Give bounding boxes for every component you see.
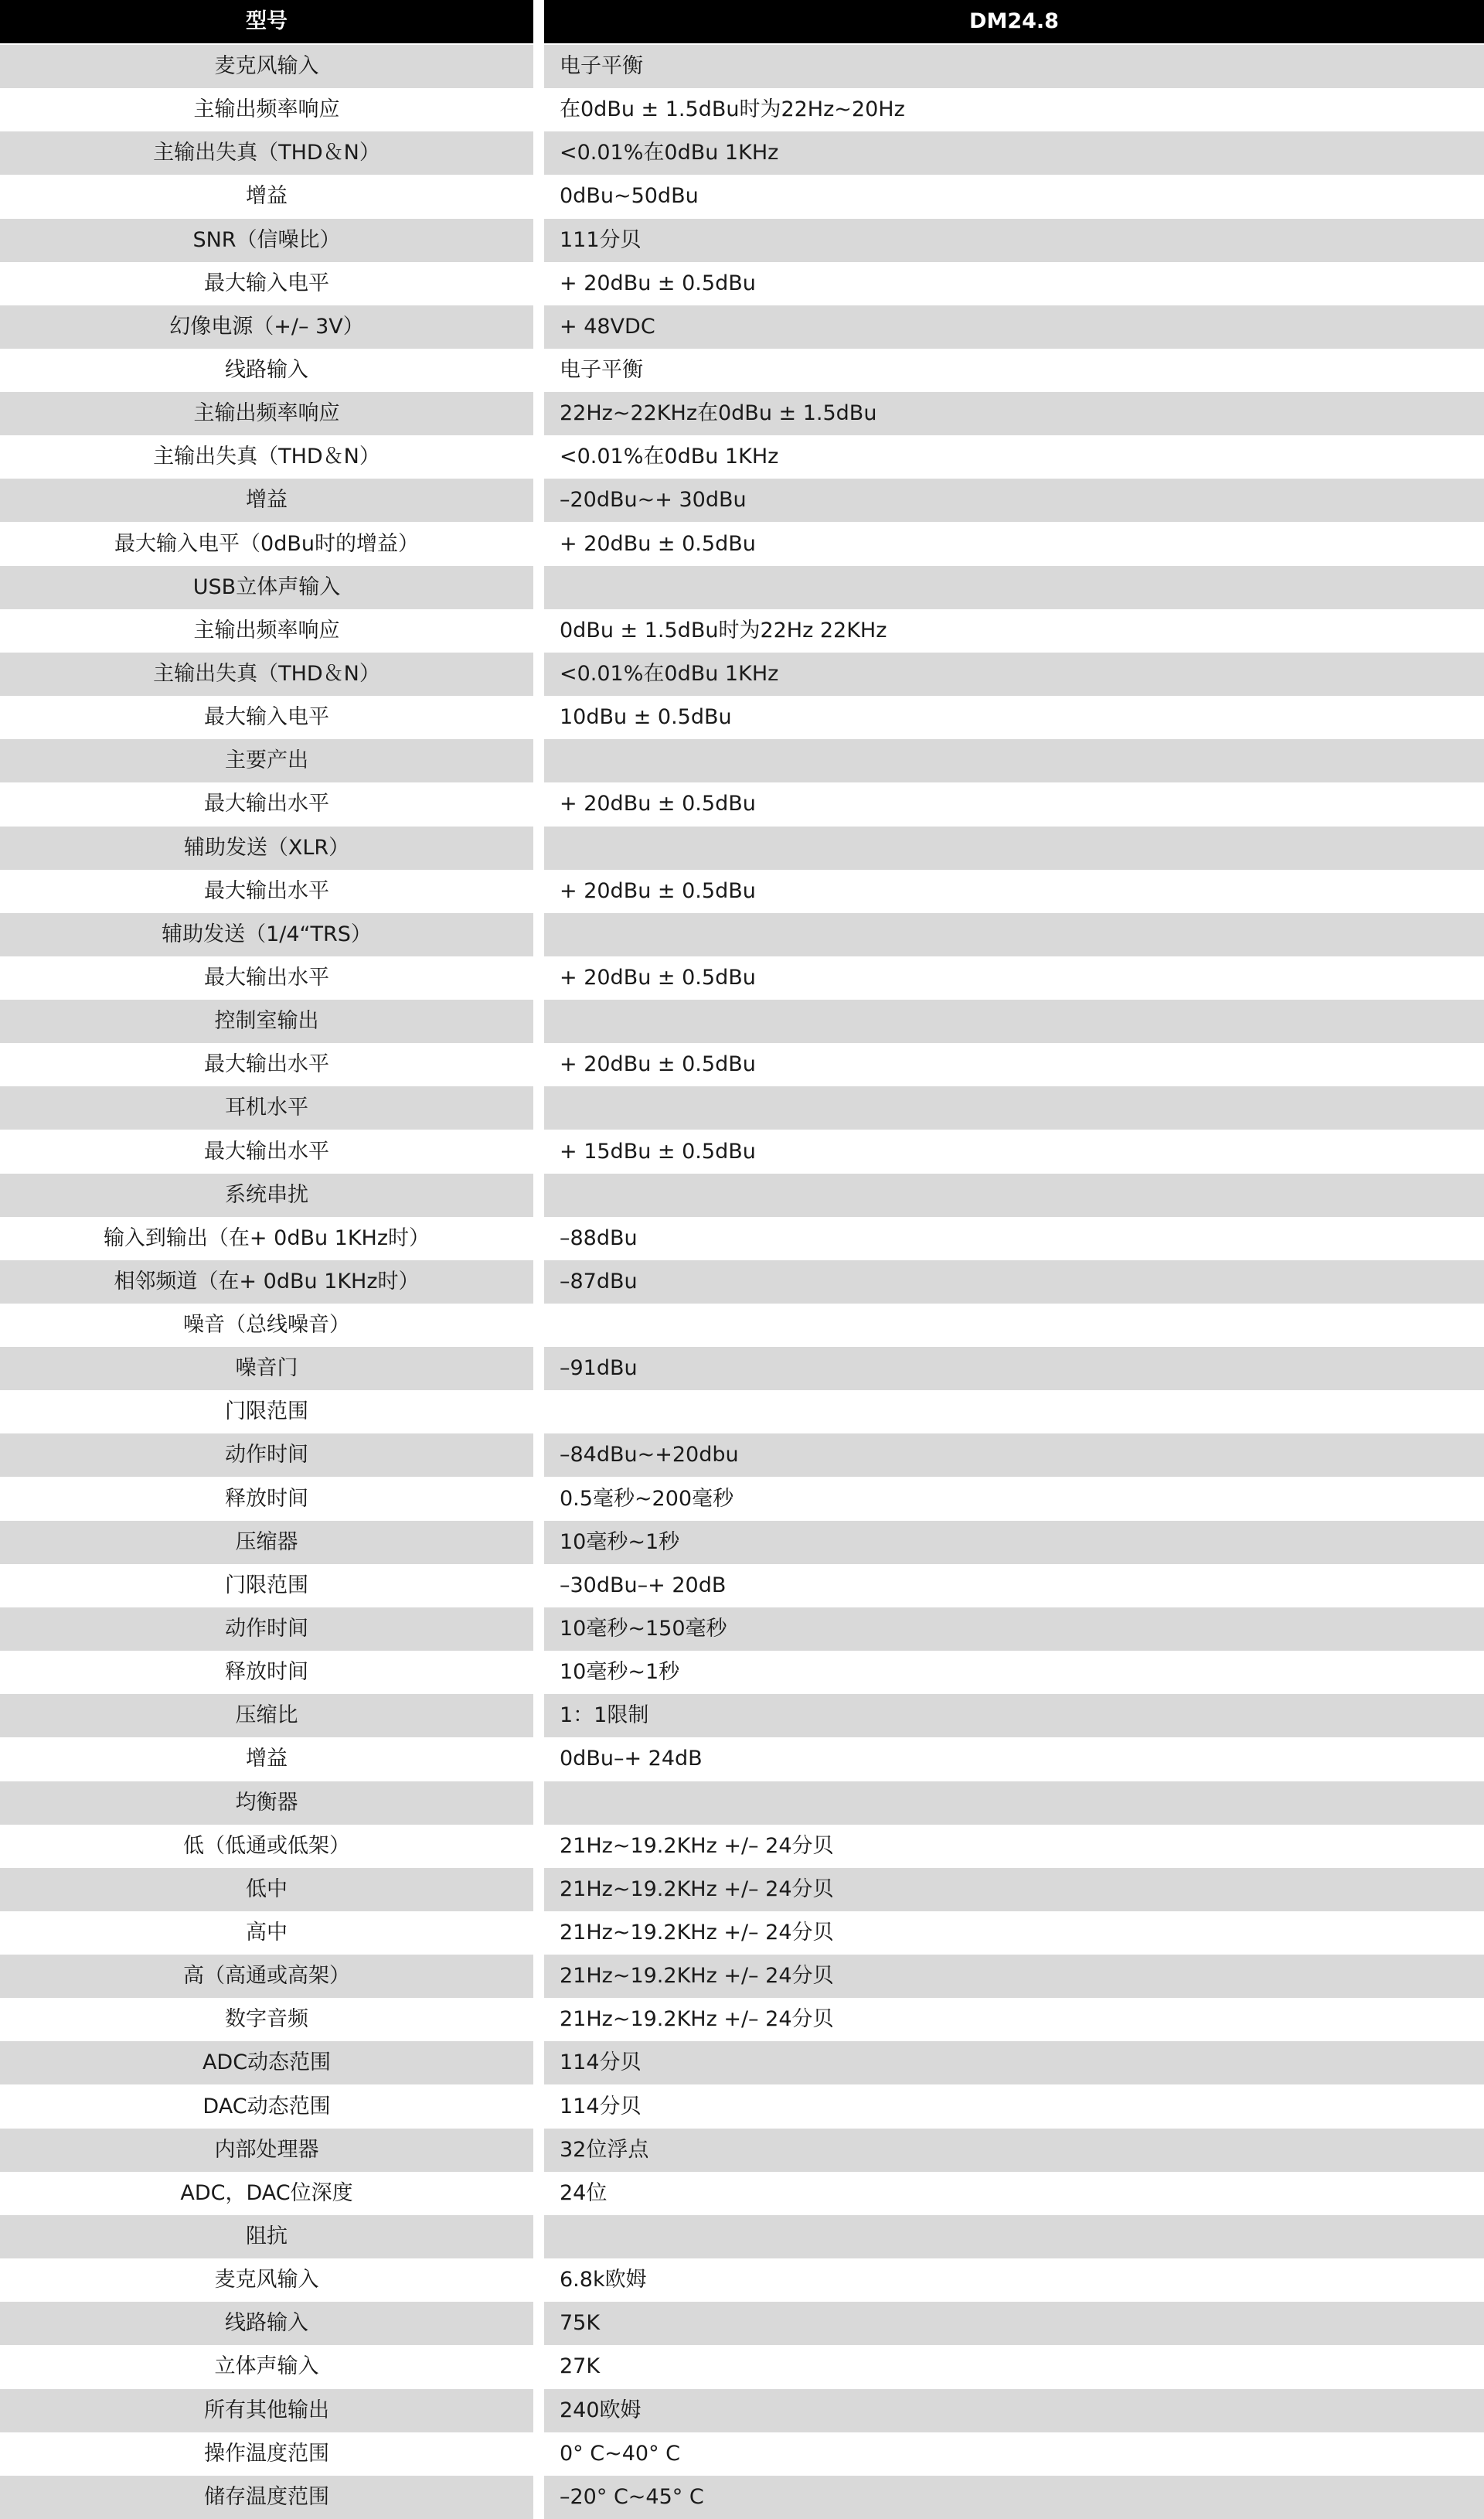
row-param-cell: 动作时间 [0, 1433, 533, 1477]
row-param-cell: 均衡器 [0, 1781, 533, 1825]
row-value-cell [544, 1304, 1484, 1347]
row-param-cell: 释放时间 [225, 1660, 308, 1684]
table-row [0, 1998, 1484, 2041]
row-value-cell: + 20dBu ± 0.5dBu [560, 879, 756, 903]
row-param-cell: 低（低通或低架） [183, 1834, 350, 1858]
row-value-cell: + 20dBu ± 0.5dBu [560, 1052, 756, 1076]
row-param-cell: 主要产出 [0, 739, 533, 782]
row-param-cell: 增益 [0, 479, 533, 522]
table-row [0, 1521, 1484, 1564]
row-param-cell: 控制室输出 [0, 1000, 533, 1043]
row-param-cell: 最大输出水平 [204, 1052, 329, 1076]
row-param-cell: 阻抗 [0, 2215, 533, 2258]
table-row [0, 566, 1484, 609]
row-value-cell: 114分贝 [544, 2041, 1484, 2084]
row-param-cell: 主输出频率响应 [193, 619, 340, 643]
table-row [0, 349, 1484, 392]
table-row [0, 1304, 1484, 1347]
table-row [0, 1478, 1484, 1521]
table-row [0, 782, 1484, 826]
table-row [0, 870, 1484, 913]
row-value-cell [544, 1086, 1484, 1130]
table-row [0, 1390, 1484, 1433]
row-value-cell: + 20dBu ± 0.5dBu [560, 792, 756, 816]
row-value-cell: 电子平衡 [560, 358, 643, 382]
header-param-cell: 型号 [0, 0, 533, 43]
row-param-cell: 所有其他输出 [0, 2389, 533, 2432]
table-row [0, 305, 1484, 349]
row-value-cell: 21Hz~19.2KHz +/– 24分贝 [544, 1955, 1484, 1998]
table-row [0, 1911, 1484, 1955]
row-param-cell: 麦克风输入 [0, 45, 533, 88]
row-param-cell: 线路输入 [0, 2302, 533, 2345]
row-param-cell: USB立体声输入 [0, 566, 533, 609]
row-param-cell: 门限范围 [225, 1399, 308, 1423]
table-row [0, 2302, 1484, 2345]
row-param-cell: 线路输入 [225, 358, 308, 382]
row-value-cell: 1：1限制 [544, 1694, 1484, 1737]
row-param-cell: SNR（信噪比） [0, 219, 533, 262]
row-value-cell [544, 1174, 1484, 1217]
row-value-cell: 27K [560, 2354, 601, 2378]
table-row [0, 956, 1484, 1000]
table-row [0, 1607, 1484, 1651]
table-row [0, 2476, 1484, 2519]
row-value-cell: 21Hz~19.2KHz +/– 24分贝 [544, 1868, 1484, 1911]
row-param-cell: 高（高通或高架） [0, 1955, 533, 1998]
table-row [0, 1130, 1484, 1174]
row-value-cell: –20dBu~+ 30dBu [544, 479, 1484, 522]
table-row [0, 2041, 1484, 2084]
row-value-cell: 6.8k欧姆 [560, 2268, 647, 2292]
row-value-cell: –84dBu~+20dbu [544, 1433, 1484, 1477]
table-row [0, 1043, 1484, 1086]
row-param-cell: 最大输入电平 [204, 705, 329, 729]
row-param-cell: 辅助发送（XLR） [0, 827, 533, 870]
row-value-cell: 22Hz~22KHz在0dBu ± 1.5dBu [544, 392, 1484, 435]
table-row [0, 696, 1484, 739]
row-param-cell: 相邻频道（在+ 0dBu 1KHz时） [0, 1260, 533, 1304]
row-param-cell: 输入到输出（在+ 0dBu 1KHz时） [103, 1226, 431, 1250]
row-value-cell [544, 1781, 1484, 1825]
row-value-cell: 0° C~40° C [560, 2442, 681, 2466]
row-value-cell: 75K [544, 2302, 1484, 2345]
table-row [0, 1694, 1484, 1737]
row-param-cell: 释放时间 [225, 1487, 308, 1511]
row-value-cell: –20° C~45° C [544, 2476, 1484, 2519]
row-value-cell: 21Hz~19.2KHz +/– 24分贝 [560, 1921, 834, 1945]
row-param-cell: 幻像电源（+/– 3V） [0, 305, 533, 349]
row-value-cell: 0dBu–+ 24dB [560, 1747, 703, 1771]
table-row [0, 1737, 1484, 1781]
row-value-cell: –87dBu [544, 1260, 1484, 1304]
row-value-cell: 0dBu ± 1.5dBu时为22Hz 22KHz [560, 619, 887, 643]
row-value-cell: <0.01%在0dBu 1KHz [544, 131, 1484, 175]
row-param-cell: 噪音门 [0, 1347, 533, 1390]
table-row [0, 175, 1484, 218]
table-row [0, 2215, 1484, 2258]
row-value-cell: + 20dBu ± 0.5dBu [560, 532, 756, 556]
table-row [0, 1781, 1484, 1825]
row-param-cell: 噪音（总线噪音） [183, 1313, 350, 1337]
row-param-cell: 操作温度范围 [204, 2442, 329, 2466]
row-param-cell: 增益 [246, 184, 288, 208]
table-row [0, 609, 1484, 653]
row-value-cell: 114分贝 [560, 2095, 642, 2118]
row-value-cell: 10毫秒~1秒 [560, 1660, 680, 1684]
row-value-cell: + 20dBu ± 0.5dBu [560, 271, 756, 295]
table-row [0, 739, 1484, 782]
row-value-cell: 电子平衡 [544, 45, 1484, 88]
table-row [0, 1347, 1484, 1390]
table-row [0, 2432, 1484, 2476]
table-row [0, 653, 1484, 696]
row-value-cell: 111分贝 [544, 219, 1484, 262]
row-value-cell: 32位浮点 [544, 2129, 1484, 2172]
table-row [0, 88, 1484, 131]
row-param-cell: 内部处理器 [0, 2129, 533, 2172]
row-value-cell [544, 1000, 1484, 1043]
table-row [0, 1217, 1484, 1260]
row-param-cell: 增益 [246, 1747, 288, 1771]
row-value-cell [544, 2215, 1484, 2258]
row-value-cell: 0dBu~50dBu [560, 184, 699, 208]
row-param-cell: 储存温度范围 [0, 2476, 533, 2519]
table-row [0, 913, 1484, 956]
row-value-cell: 10毫秒~1秒 [544, 1521, 1484, 1564]
row-param-cell: 辅助发送（1/4“TRS） [0, 913, 533, 956]
row-param-cell: 数字音频 [225, 2007, 308, 2031]
table-row [0, 479, 1484, 522]
row-value-cell: <0.01%在0dBu 1KHz [560, 445, 779, 469]
table-row [0, 435, 1484, 479]
row-value-cell: 10毫秒~150毫秒 [544, 1607, 1484, 1651]
row-param-cell: 门限范围 [225, 1573, 308, 1597]
row-param-cell: 最大输出水平 [204, 879, 329, 903]
table-row [0, 45, 1484, 88]
table-row [0, 2258, 1484, 2302]
table-row [0, 523, 1484, 566]
table-row [0, 827, 1484, 870]
row-param-cell: 最大输入电平（0dBu时的增益） [114, 532, 419, 556]
row-param-cell: 压缩比 [0, 1694, 533, 1737]
row-value-cell: 0.5毫秒~200毫秒 [560, 1487, 734, 1511]
row-param-cell: ADC动态范围 [0, 2041, 533, 2084]
table-row [0, 2129, 1484, 2172]
table-row [0, 2345, 1484, 2388]
table-row [0, 1651, 1484, 1694]
row-param-cell: 主输出失真（THD＆N） [153, 445, 380, 469]
row-value-cell: 24位 [560, 2181, 608, 2205]
row-value-cell: + 20dBu ± 0.5dBu [560, 966, 756, 990]
row-value-cell: –91dBu [544, 1347, 1484, 1390]
table-row [0, 392, 1484, 435]
row-value-cell [544, 827, 1484, 870]
row-value-cell: –88dBu [560, 1226, 638, 1250]
row-param-cell: 高中 [246, 1921, 288, 1945]
row-param-cell: 最大输出水平 [204, 1140, 329, 1164]
table-header-row [0, 0, 1484, 43]
row-value-cell: 10dBu ± 0.5dBu [560, 705, 732, 729]
row-param-cell: 最大输出水平 [204, 792, 329, 816]
table-row [0, 1174, 1484, 1217]
table-row [0, 1260, 1484, 1304]
table-row [0, 1955, 1484, 1998]
row-value-cell [544, 566, 1484, 609]
table-row [0, 2172, 1484, 2215]
row-param-cell: 最大输入电平 [204, 271, 329, 295]
table-row [0, 219, 1484, 262]
row-param-cell: 最大输出水平 [204, 966, 329, 990]
row-param-cell: 主输出失真（THD＆N） [0, 653, 533, 696]
row-value-cell [544, 1390, 1484, 1433]
row-value-cell: + 48VDC [544, 305, 1484, 349]
table-row [0, 1433, 1484, 1477]
table-row [0, 2085, 1484, 2129]
row-value-cell: –30dBu–+ 20dB [560, 1573, 727, 1597]
table-row [0, 1086, 1484, 1130]
row-value-cell: 在0dBu ± 1.5dBu时为22Hz~20Hz [560, 97, 905, 121]
row-param-cell: 麦克风输入 [214, 2268, 319, 2292]
row-param-cell: ADC，DAC位深度 [180, 2181, 353, 2205]
row-param-cell: 低中 [0, 1868, 533, 1911]
table-row [0, 1000, 1484, 1043]
table-row [0, 1868, 1484, 1911]
table-row [0, 131, 1484, 175]
table-row [0, 1564, 1484, 1607]
row-param-cell: 主输出频率响应 [0, 392, 533, 435]
table-row [0, 1825, 1484, 1868]
row-param-cell: 耳机水平 [0, 1086, 533, 1130]
row-value-cell [544, 913, 1484, 956]
row-value-cell [544, 739, 1484, 782]
row-value-cell: <0.01%在0dBu 1KHz [544, 653, 1484, 696]
row-value-cell: 21Hz~19.2KHz +/– 24分贝 [560, 1834, 834, 1858]
header-value-cell: DM24.8 [544, 0, 1484, 43]
row-value-cell: 21Hz~19.2KHz +/– 24分贝 [560, 2007, 834, 2031]
row-value-cell: + 15dBu ± 0.5dBu [560, 1140, 756, 1164]
row-param-cell: DAC动态范围 [203, 2095, 331, 2118]
row-param-cell: 动作时间 [0, 1607, 533, 1651]
row-param-cell: 系统串扰 [0, 1174, 533, 1217]
row-param-cell: 压缩器 [0, 1521, 533, 1564]
table-row [0, 2389, 1484, 2432]
table-row [0, 262, 1484, 305]
row-param-cell: 立体声输入 [214, 2354, 319, 2378]
row-value-cell: 240欧姆 [544, 2389, 1484, 2432]
row-param-cell: 主输出失真（THD＆N） [0, 131, 533, 175]
row-param-cell: 主输出频率响应 [193, 97, 340, 121]
